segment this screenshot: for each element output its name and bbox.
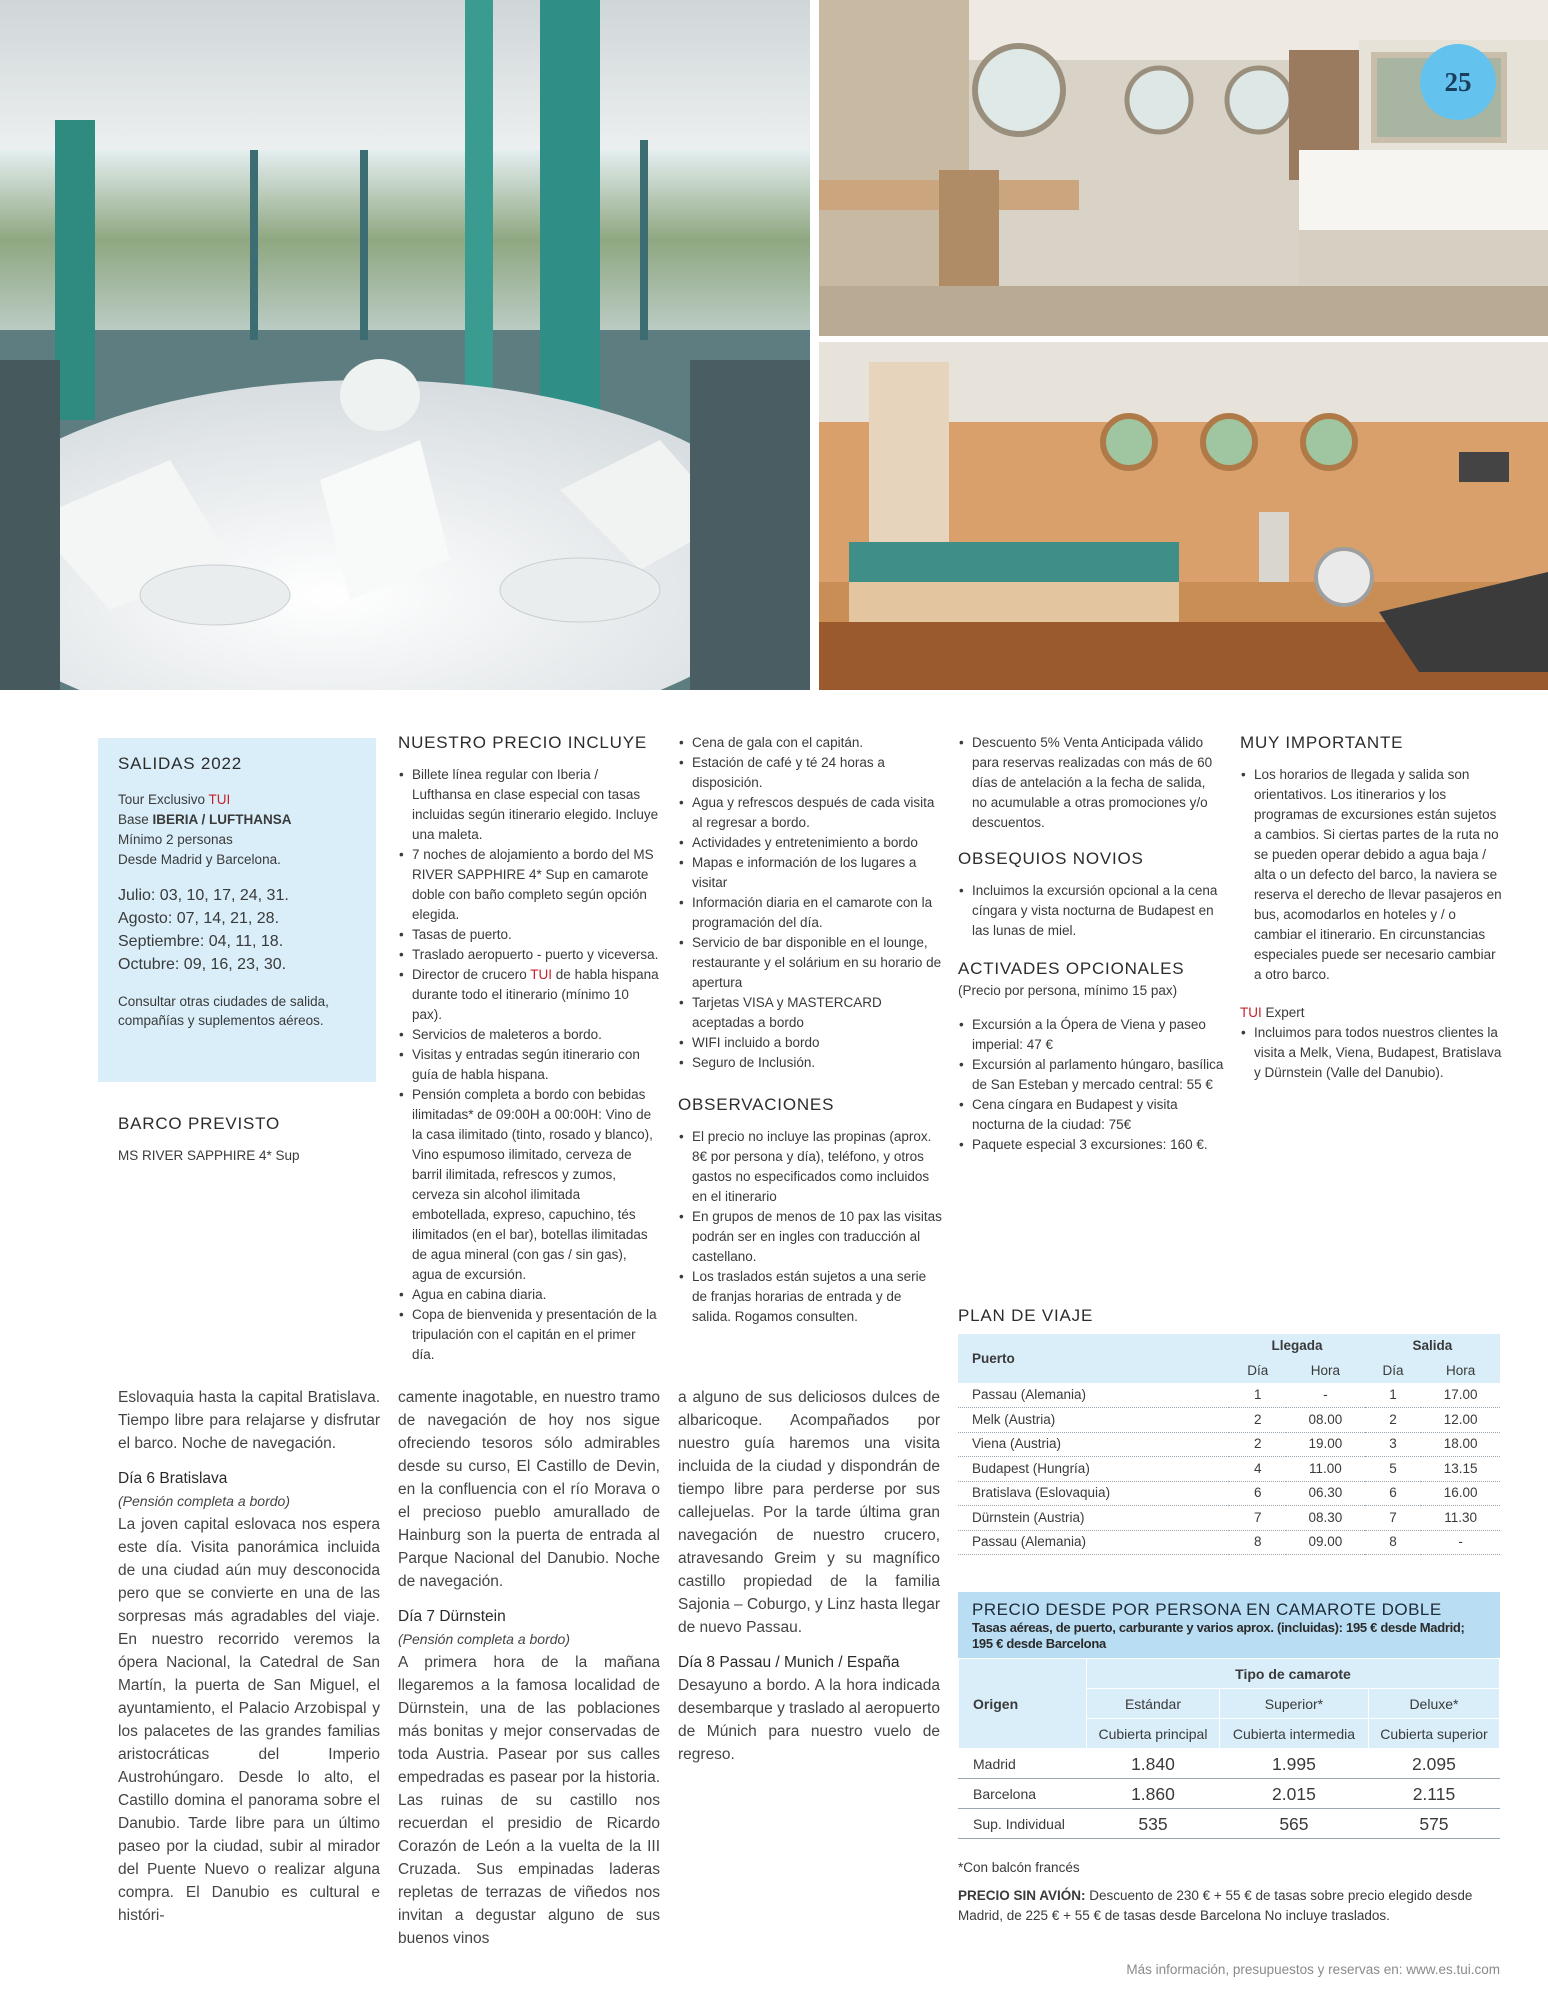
table-cell: 08.00 — [1286, 1408, 1365, 1433]
list-item: • Traslado aeropuerto - puerto y viceversa. — [398, 945, 660, 965]
price-cell: 535 — [1087, 1809, 1220, 1839]
price-cell: 1.840 — [1087, 1749, 1220, 1779]
table-cell: 16.00 — [1421, 1481, 1500, 1506]
table-cell: 4 — [1229, 1457, 1286, 1482]
table-cell: 1 — [1365, 1383, 1422, 1408]
list-item: • Descuento 5% Venta Anticipada válido para reservas realizadas con más de 60 días de antelación a la fecha de salida, no acumulable a otras promociones y/o descuentos. — [958, 733, 1224, 833]
table-cell: 2 — [1229, 1408, 1286, 1433]
day7-pension: (Pensión completa a bordo) — [398, 1631, 570, 1647]
actividades-list — [958, 1015, 1224, 1155]
desde-line: Desde Madrid y Barcelona. — [118, 852, 281, 867]
obsequios-title: OBSEQUIOS NOVIOS — [958, 849, 1144, 868]
table-cell: 5 — [1365, 1457, 1422, 1482]
table-cell: Budapest (Hungría) — [958, 1457, 1229, 1482]
table-cell: 2 — [1229, 1432, 1286, 1457]
tui-expert-label: TUI Expert — [1240, 1005, 1305, 1020]
page-number-badge: 25 — [1420, 44, 1496, 120]
table-cell: Bratislava (Eslovaquia) — [958, 1481, 1229, 1506]
price-cell: 565 — [1219, 1809, 1368, 1839]
ship-name: MS RIVER SAPPHIRE 4* Sup — [118, 1148, 300, 1163]
list-item: • En grupos de menos de 10 pax las visitas podrán ser en ingles con traducción al castellano. — [678, 1207, 942, 1267]
itinerary-text: camente inagotable, en nuestro tramo de navegación de hoy nos sigue ofreciendo tesoros sólo admirables desde su curso, El Castillo de Devin, en la confluencia con el río Morava o el precioso pueblo amurallado de Hainburg son la puerta de entrada al Parque Nacional del Danubio. Noche de navegación. — [398, 1389, 660, 1590]
day7-heading: Día 7 Dürnstein — [398, 1608, 506, 1625]
balcon-note: *Con balcón francés — [958, 1860, 1080, 1875]
col-origen: Origen — [959, 1659, 1087, 1749]
list-item: • Actividades y entretenimiento a bordo — [678, 833, 942, 853]
list-item: • 7 noches de alojamiento a bordo del MS RIVER SAPPHIRE 4* Sup en camarote doble con baño completo según opción elegida. — [398, 845, 660, 925]
col-tipo-camarote: Tipo de camarote — [1087, 1659, 1500, 1689]
table-cell: 2 — [1365, 1408, 1422, 1433]
salidas-note: Consultar otras ciudades de salida, compañías y suplementos aéreos. — [118, 994, 329, 1028]
origin-cell: Sup. Individual — [959, 1809, 1087, 1839]
expert-list — [1240, 1023, 1502, 1083]
table-cell: 6 — [1229, 1481, 1286, 1506]
price-cell: 1.995 — [1219, 1749, 1368, 1779]
tour-line: Tour Exclusivo TUI — [118, 792, 231, 807]
third-column — [958, 733, 1224, 1155]
list-item: • Agua y refrescos después de cada visita al regresar a bordo. — [678, 793, 942, 833]
table-cell: 7 — [1365, 1506, 1422, 1531]
minimo-line: Mínimo 2 personas — [118, 832, 233, 847]
tui-brand: TUI — [208, 792, 231, 807]
col-llegada: Llegada — [1229, 1334, 1364, 1359]
itinerary-col-2 — [398, 1386, 660, 1962]
list-item: • Incluimos la excursión opcional a la cena cíngara y vista nocturna de Budapest en las lunas de miel. — [958, 881, 1224, 941]
price-cell: 2.115 — [1368, 1779, 1499, 1809]
price-table — [958, 1658, 1500, 1839]
table-cell: 06.30 — [1286, 1481, 1365, 1506]
date-row: Octubre: 09, 16, 23, 30. — [118, 956, 287, 973]
table-cell: Melk (Austria) — [958, 1408, 1229, 1433]
list-item: • Información diaria en el camarote con la programación del día. — [678, 893, 942, 933]
col-puerto: Puerto — [958, 1334, 1229, 1383]
itinerary-text: a alguno de sus deliciosos dulces de albaricoque. Acompañados por nuestro guía haremos una visita incluida de la ciudad y dispondrán de tiempo libre para perderse por sus callejuelas. Por la tarde última gran navegación de nuestro crucero, atravesando Greim y su magnífico castillo propiedad de la familia Sajonia – Coburgo, y Linz hasta llegar de nuevo Passau. — [678, 1389, 940, 1636]
price-cell: 2.015 — [1219, 1779, 1368, 1809]
cabin-name: Estándar — [1087, 1689, 1220, 1719]
barco-title: BARCO PREVISTO — [118, 1114, 281, 1133]
table-row — [958, 1481, 1500, 1506]
table-cell: 6 — [1365, 1481, 1422, 1506]
cabin-name: Superior* — [1219, 1689, 1368, 1719]
list-item: • Cena cíngara en Budapest y visita nocturna de la ciudad: 75€ — [958, 1095, 1224, 1135]
incluye-continued — [678, 733, 942, 1327]
importante-title: MUY IMPORTANTE — [1240, 733, 1404, 752]
list-item: • El precio no incluye las propinas (aprox. 8€ por persona y día), teléfono, y otros gastos no especificados como incluidos en el itinerario — [678, 1127, 942, 1207]
date-row: Septiembre: 04, 11, 18. — [118, 933, 284, 950]
precio-section — [958, 1592, 1500, 1839]
itinerary-text: La joven capital eslovaca nos espera este día. Visita panorámica incluida de una ciudad aún muy desconocida pero que se convierte en una de las sorpresas más agradables del viaje. En nuestro recorrido veremos la ópera Nacional, la Catedral de San Martín, la puerta de San Miguel, el ayuntamiento, el Palacio Arzobispal y los palacetes de las grandes familias aristocráticas del Imperio Austrohúngaro. Desde lo alto, el Castillo domina el panorama sobre el Danubio. Tarde libre para un último paseo por la ciudad, subir al mirador del Puente Nuevo o realizar alguna compra. El Danubio es cultural e históri- — [118, 1516, 380, 1924]
cabin-deck: Cubierta superior — [1368, 1719, 1499, 1749]
incluye-list-3 — [958, 733, 1224, 833]
table-cell: Viena (Austria) — [958, 1432, 1229, 1457]
footnote — [958, 1858, 1508, 1926]
itinerary-col-1 — [118, 1386, 380, 1939]
list-item: • Visitas y entradas según itinerario con guía de habla hispana. — [398, 1045, 660, 1085]
table-row — [958, 1506, 1500, 1531]
table-cell: Passau (Alemania) — [958, 1383, 1229, 1408]
col-dia: Día — [1365, 1359, 1422, 1384]
cabin-name: Deluxe* — [1368, 1689, 1499, 1719]
table-cell: 3 — [1365, 1432, 1422, 1457]
list-item: • Seguro de Inclusión. — [678, 1053, 942, 1073]
origin-cell: Madrid — [959, 1749, 1087, 1779]
precio-title: PRECIO DESDE POR PERSONA EN CAMAROTE DOBLE — [972, 1600, 1442, 1619]
footer-info: Más información, presupuestos y reservas en: www.es.tui.com — [1126, 1962, 1500, 1977]
list-item: • Cena de gala con el capitán. — [678, 733, 942, 753]
table-cell: 12.00 — [1421, 1408, 1500, 1433]
date-row: Julio: 03, 10, 17, 24, 31. — [118, 887, 289, 904]
incluye-list — [398, 765, 660, 1365]
tui-brand: TUI — [1240, 1005, 1262, 1020]
precio-header — [958, 1592, 1500, 1658]
table-cell: 11.00 — [1286, 1457, 1365, 1482]
list-item: • Estación de café y té 24 horas a disposición. — [678, 753, 942, 793]
origin-cell: Barcelona — [959, 1779, 1087, 1809]
table-row — [958, 1530, 1500, 1555]
table-row — [958, 1432, 1500, 1457]
list-item: • Servicios de maleteros a bordo. — [398, 1025, 660, 1045]
table-cell: 17.00 — [1421, 1383, 1500, 1408]
list-item: • Los traslados están sujetos a una serie de franjas horarias de entrada y de salida. Rogamos consulten. — [678, 1267, 942, 1327]
table-row — [959, 1749, 1500, 1779]
list-item: • Billete línea regular con Iberia / Lufthansa en clase especial con tasas incluidas según itinerario elegido. Incluye una maleta. — [398, 765, 660, 845]
list-item: • Tasas de puerto. — [398, 925, 660, 945]
day6-pension: (Pensión completa a bordo) — [118, 1493, 290, 1509]
table-cell: 13.15 — [1421, 1457, 1500, 1482]
observaciones-list — [678, 1127, 942, 1327]
incluye-title: NUESTRO PRECIO INCLUYE — [398, 733, 648, 752]
list-item: • Pensión completa a bordo con bebidas ilimitadas* de 09:00H a 00:00H: Vino de la casa ilimitado (tinto, rosado y blanco), Vino espumoso ilimitado, cerveza de barril ilimitada, refrescos y zumos, cerveza sin alcohol ilimitada embotellada, expreso, capuchino, tés ilimitados (en el bar), botellas ilimitadas de agua mineral (con gas / sin gas), agua de excursión. — [398, 1085, 660, 1285]
table-cell: 8 — [1365, 1530, 1422, 1555]
table-row — [958, 1457, 1500, 1482]
table-cell: 18.00 — [1421, 1432, 1500, 1457]
list-item: • Servicio de bar disponible en el lounge, restaurante y el solárium en su horario de apertura — [678, 933, 942, 993]
plan-table — [958, 1334, 1500, 1555]
list-item: • Excursión al parlamento húngaro, basílica de San Esteban y mercado central: 55 € — [958, 1055, 1224, 1095]
date-row: Agosto: 07, 14, 21, 28. — [118, 910, 280, 927]
table-cell: - — [1421, 1530, 1500, 1555]
table-cell: 19.00 — [1286, 1432, 1365, 1457]
list-item: • Agua en cabina diaria. — [398, 1285, 660, 1305]
table-cell: 7 — [1229, 1506, 1286, 1531]
incluye-section — [398, 733, 660, 1365]
list-item: • Mapas e información de los lugares a visitar — [678, 853, 942, 893]
list-item: • Director de crucero TUI de habla hispana durante todo el itinerario (mínimo 10 pax). — [398, 965, 660, 1025]
table-cell: 08.30 — [1286, 1506, 1365, 1531]
itinerary-text: A primera hora de la mañana llegaremos a la famosa localidad de Dürnstein, una de las poblaciones más bonitas y mejor conservadas de toda Austria. Pasear por sus calles empedradas es pasear por la historia. Las ruinas de su castillo nos recuerdan el presidio de Ricardo Corazón de León a la vuelta de la III Cruzada. Sus empinadas laderas repletas de terrazas de viñedos nos invitan a degustar alguno de sus buenos vinos — [398, 1654, 660, 1947]
cabin-deck: Cubierta intermedia — [1219, 1719, 1368, 1749]
observaciones-title: OBSERVACIONES — [678, 1095, 835, 1114]
list-item: • Incluimos para todos nuestros clientes la visita a Melk, Viena, Budapest, Bratislava y Dürnstein (Valle del Danubio). — [1240, 1023, 1502, 1083]
table-cell: 09.00 — [1286, 1530, 1365, 1555]
list-item: • Copa de bienvenida y presentación de la tripulación con el capitán en el primer día. — [398, 1305, 660, 1365]
table-cell: 1 — [1229, 1383, 1286, 1408]
importante-list — [1240, 765, 1502, 985]
list-item: • WIFI incluido a bordo — [678, 1033, 942, 1053]
table-row — [958, 1408, 1500, 1433]
salidas-title: SALIDAS 2022 — [118, 754, 242, 773]
table-cell: - — [1286, 1383, 1365, 1408]
itinerary-text: Desayuno a bordo. A la hora indicada desembarque y traslado al aeropuerto de Múnich para nuestro vuelo de regreso. — [678, 1677, 940, 1763]
price-cell: 1.860 — [1087, 1779, 1220, 1809]
tui-brand: TUI — [530, 967, 553, 982]
table-cell: Dürnstein (Austria) — [958, 1506, 1229, 1531]
price-cell: 575 — [1368, 1809, 1499, 1839]
incluye-list-2 — [678, 733, 942, 1073]
plan-de-viaje — [958, 1306, 1500, 1555]
list-item: • Excursión a la Ópera de Viena y paseo imperial: 47 € — [958, 1015, 1224, 1055]
gym-photo — [819, 342, 1548, 690]
col-hora: Hora — [1286, 1359, 1365, 1384]
precio-subtitle: Tasas aéreas, de puerto, carburante y varios aprox. (incluidas): 195 € desde Madrid; 195 € desde Barcelona — [972, 1620, 1465, 1651]
sin-avion-note: PRECIO SIN AVIÓN: Descuento de 230 € + 55 € de tasas sobre precio elegido desde Madrid, de 225 € + 55 € de tasas desde Barcelona No incluye traslados. — [958, 1888, 1473, 1923]
actividades-title: ACTIVADES OPCIONALES — [958, 959, 1185, 978]
day6-heading: Día 6 Bratislava — [118, 1470, 228, 1487]
table-row — [959, 1779, 1500, 1809]
barco-section — [118, 1114, 378, 1166]
salidas-box — [98, 738, 376, 1082]
list-item: • Los horarios de llegada y salida son orientativos. Los itinerarios y los programas de excursiones están sujetos a cambios. Si ciertas partes de la ruta no se pueden operar debido a agua baja / alta o un defecto del barco, la naviera se reserva el derecho de llevar pasajeros en bus, acomodarlos en hoteles y / o cambiar el itinerario. En circunstancias especiales puede ser necesario cambiar a otro barco. — [1240, 765, 1502, 985]
table-cell: Passau (Alemania) — [958, 1530, 1229, 1555]
col-dia: Día — [1229, 1359, 1286, 1384]
col-hora: Hora — [1421, 1359, 1500, 1384]
itinerary-text: Eslovaquia hasta la capital Bratislava. Tiempo libre para relajarse y disfrutar el barco. Noche de navegación. — [118, 1389, 380, 1452]
table-row — [959, 1809, 1500, 1839]
table-row — [958, 1383, 1500, 1408]
list-item: • Tarjetas VISA y MASTERCARD aceptadas a bordo — [678, 993, 942, 1033]
itinerary-col-3 — [678, 1386, 940, 1778]
price-cell: 2.095 — [1368, 1749, 1499, 1779]
day8-heading: Día 8 Passau / Munich / España — [678, 1654, 900, 1671]
dining-room-photo — [0, 0, 810, 690]
base-line: Base IBERIA / LUFTHANSA — [118, 812, 292, 827]
table-cell: 11.30 — [1421, 1506, 1500, 1531]
plan-title: PLAN DE VIAJE — [958, 1306, 1094, 1325]
list-item: • Paquete especial 3 excursiones: 160 €. — [958, 1135, 1224, 1155]
actividades-subtitle: (Precio por persona, mínimo 15 pax) — [958, 983, 1178, 998]
obsequios-list — [958, 881, 1224, 941]
table-cell: 8 — [1229, 1530, 1286, 1555]
importante-section — [1240, 733, 1502, 1083]
col-salida: Salida — [1365, 1334, 1500, 1359]
departure-dates — [118, 884, 356, 976]
cabin-deck: Cubierta principal — [1087, 1719, 1220, 1749]
